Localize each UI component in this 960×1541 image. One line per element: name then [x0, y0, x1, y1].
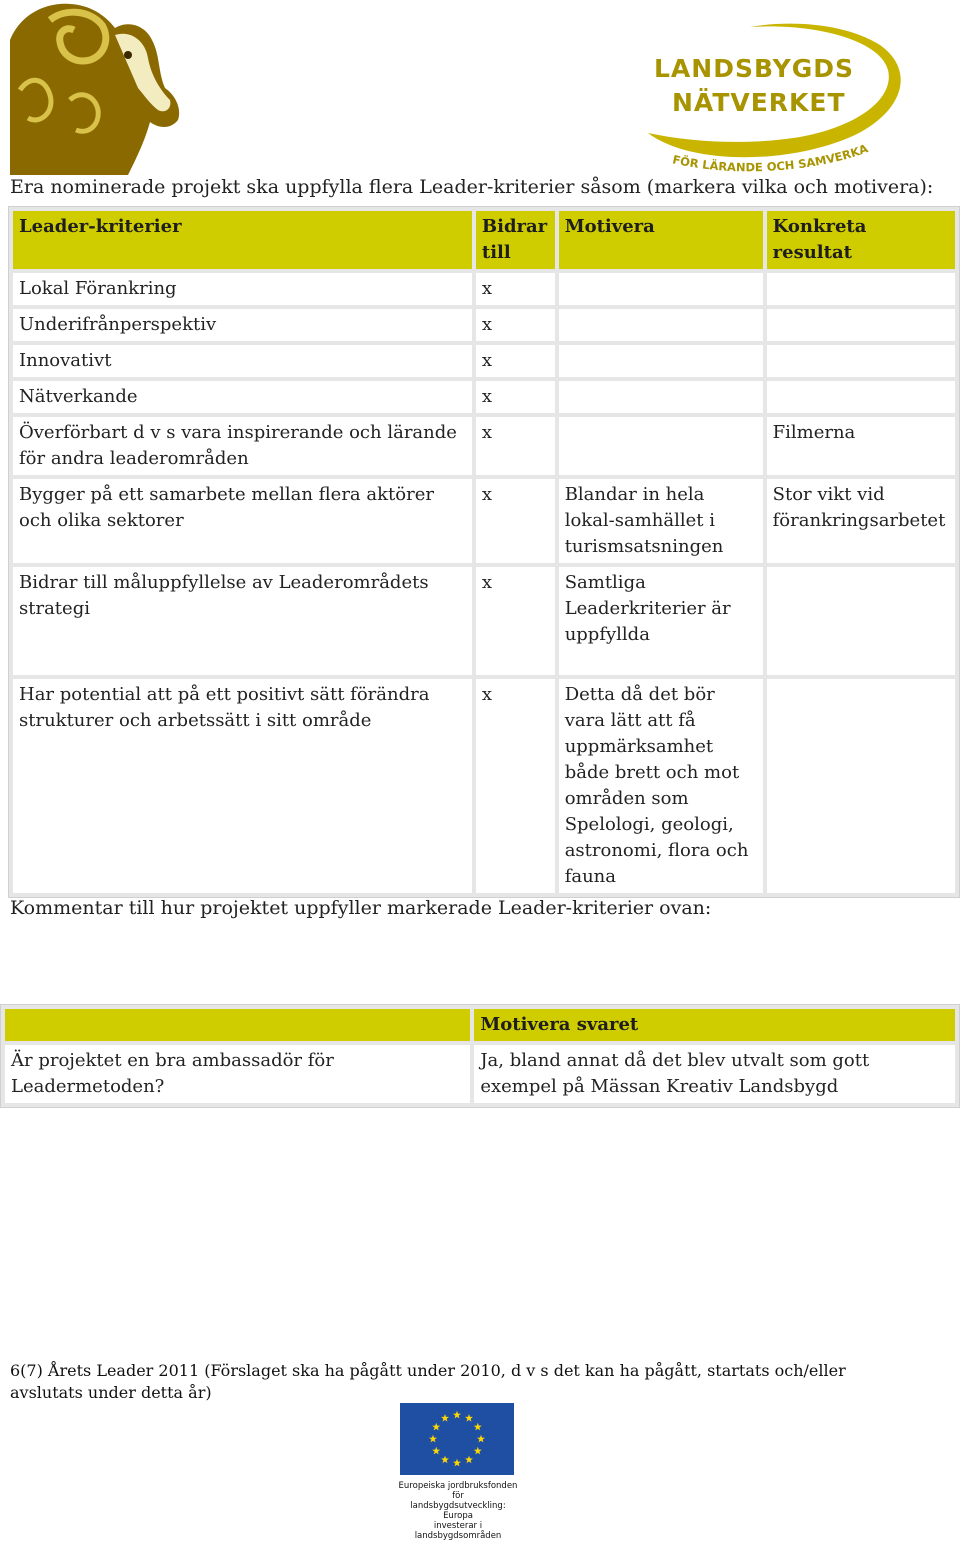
header-leader-kriterier: Leader-kriterier: [13, 211, 472, 269]
header-motivera: Motivera: [559, 211, 763, 269]
table-row: [13, 567, 955, 675]
criterion-cell: Överförbart d v s vara inspirerande och lärande för andra leaderområden: [13, 417, 472, 475]
resultat-cell: [767, 309, 955, 341]
criterion-cell: Innovativt: [13, 345, 472, 377]
footer-text: 6(7) Årets Leader 2011 (Förslaget ska ha pågått under 2010, d v s det kan ha pågått, startats och/eller avslutats under detta år): [10, 1361, 846, 1402]
criteria-header-row: [13, 211, 955, 269]
logo-tagline: FÖR LÄRANDE OCH SAMVERKA: [671, 141, 870, 175]
logo-title-line1: LANDSBYGDS: [654, 54, 855, 83]
motivera-cell: [559, 345, 763, 377]
bidrar-cell: x: [476, 479, 555, 563]
criterion-cell: Lokal Förankring: [13, 273, 472, 305]
resultat-cell: [767, 567, 955, 675]
ambassador-header-row: [5, 1009, 955, 1041]
bidrar-cell: x: [476, 273, 555, 305]
criterion-cell: Bygger på ett samarbete mellan flera aktörer och olika sektorer: [13, 479, 472, 563]
ram-logo: [10, 0, 185, 175]
landsbygdsnatverket-logo: [640, 15, 910, 177]
intro-text: Era nominerade projekt ska uppfylla flera Leader-kriterier såsom (markera vilka och motivera):: [10, 176, 934, 198]
table-row: [13, 417, 955, 475]
bidrar-cell: x: [476, 309, 555, 341]
motivera-cell: Blandar in hela lokal-samhället i turismsatsningen: [559, 479, 763, 563]
table-row: [13, 309, 955, 341]
table-row: [13, 381, 955, 413]
motivera-cell: [559, 273, 763, 305]
criterion-cell: Har potential att på ett positivt sätt förändra strukturer och arbetssätt i sitt område: [13, 679, 472, 893]
ambassador-answer: Ja, bland annat då det blev utvalt som gott exempel på Mässan Kreativ Landsbygd: [474, 1045, 955, 1103]
eu-caption-line2: landsbygdsutveckling: Europa: [410, 1501, 506, 1521]
ambassador-question: Är projektet en bra ambassadör för Leadermetoden?: [5, 1045, 470, 1103]
bidrar-cell: x: [476, 679, 555, 893]
bidrar-cell: x: [476, 567, 555, 675]
motivera-cell: [559, 381, 763, 413]
criterion-cell: Underifrånperspektiv: [13, 309, 472, 341]
header-motivera-svaret: Motivera svaret: [474, 1009, 955, 1041]
landsbygdsnatverket-swoosh-icon: [640, 15, 910, 177]
eu-flag-icon: [400, 1403, 514, 1475]
bidrar-cell: x: [476, 417, 555, 475]
motivera-cell: [559, 417, 763, 475]
criteria-table: [8, 206, 960, 898]
eu-caption-line1: Europeiska jordbruksfonden för: [398, 1481, 518, 1501]
table-row: [13, 345, 955, 377]
resultat-cell: Filmerna: [767, 417, 955, 475]
table-row: [13, 479, 955, 563]
resultat-cell: [767, 381, 955, 413]
table-row: [13, 273, 955, 305]
bidrar-cell: x: [476, 381, 555, 413]
motivera-cell: [559, 309, 763, 341]
ram-head-icon: [10, 0, 185, 175]
motivera-cell: Detta då det bör vara lätt att få uppmärksamhet både brett och mot områden som Spelologi, geologi, astronomi, flora och fauna: [559, 679, 763, 893]
bidrar-cell: x: [476, 345, 555, 377]
motivera-cell: Samtliga Leaderkriterier är uppfyllda: [559, 567, 763, 675]
header-bidrar-till: Bidrar till: [476, 211, 555, 269]
resultat-cell: Stor vikt vid förankringsarbetet: [767, 479, 955, 563]
eu-logo-block: [398, 1403, 518, 1541]
resultat-cell: [767, 273, 955, 305]
table-row: [13, 679, 955, 893]
ambassador-header-blank: [5, 1009, 470, 1041]
criterion-cell: Bidrar till måluppfyllelse av Leaderområdets strategi: [13, 567, 472, 675]
header-konkreta-resultat: Konkreta resultat: [767, 211, 955, 269]
comment-heading: Kommentar till hur projektet uppfyller markerade Leader-kriterier ovan:: [10, 897, 712, 919]
eu-caption-line3: investerar i landsbygdsområden: [414, 1521, 502, 1541]
ambassador-table: [0, 1004, 960, 1108]
criterion-cell: Nätverkande: [13, 381, 472, 413]
resultat-cell: [767, 679, 955, 893]
logo-title-line2: NÄTVERKET: [672, 88, 846, 117]
resultat-cell: [767, 345, 955, 377]
table-row: [5, 1045, 955, 1103]
